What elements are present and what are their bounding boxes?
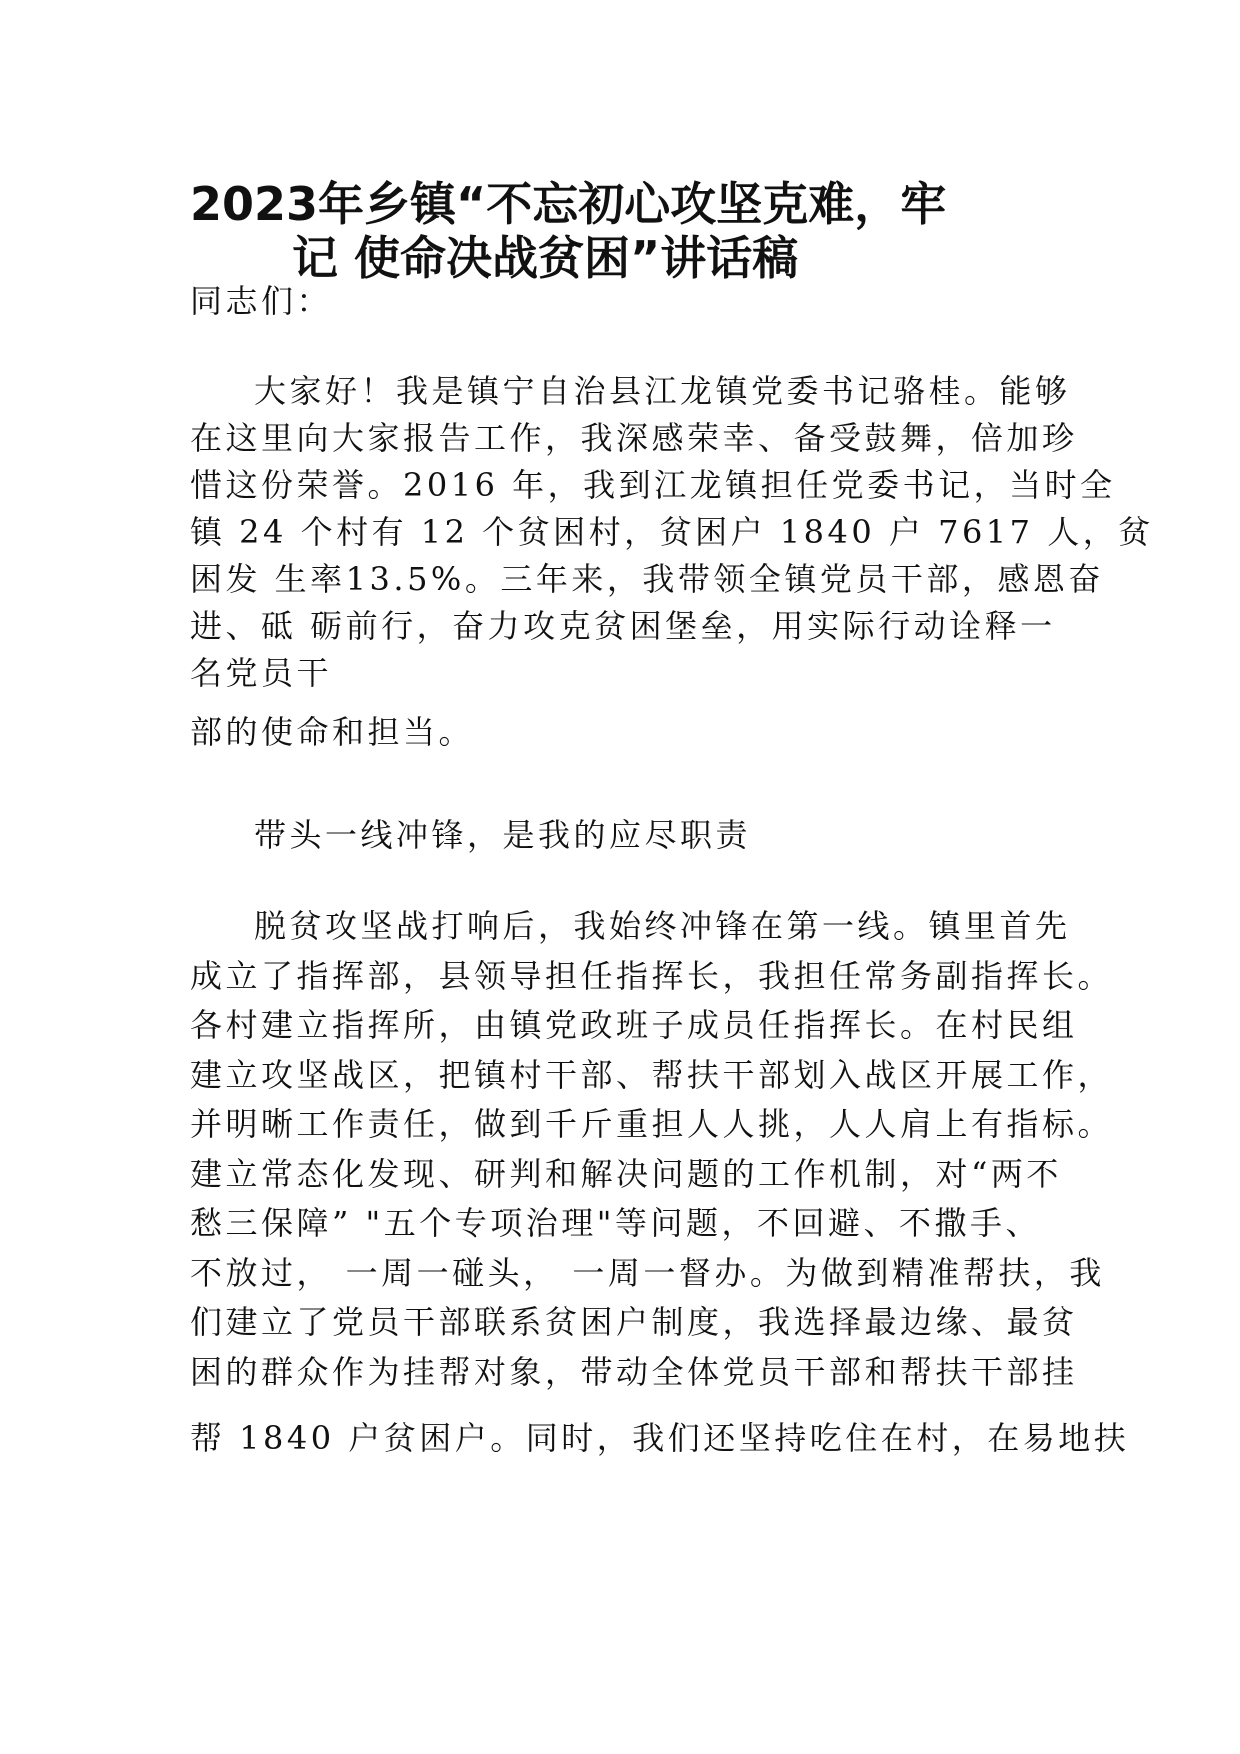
- paragraph-line: 建立攻坚战区，把镇村干部、帮扶干部划入战区开展工作，: [190, 1056, 1114, 1094]
- paragraph-line: 惜这份荣誉。2016 年，我到江龙镇担任党委书记，当时全: [190, 466, 1116, 504]
- document-title-line-1: 2023年乡镇“不忘初心攻坚克难，牢: [190, 177, 947, 231]
- paragraph-line: 们建立了党员干部联系贫困户制度，我选择最边缘、最贫: [190, 1303, 1078, 1341]
- paragraph-line: 进、砥 砺前行，奋力攻克贫困堡垒，用实际行动诠释一: [190, 607, 1056, 645]
- paragraph-line: 困的群众作为挂帮对象，带动全体党员干部和帮扶干部挂: [190, 1353, 1078, 1391]
- paragraph-line: 在这里向大家报告工作，我深感荣幸、备受鼓舞，倍加珍: [190, 419, 1078, 457]
- paragraph-line: 不放过， 一周一碰头， 一周一督办。为做到精准帮扶，我: [190, 1254, 1105, 1292]
- paragraph-line: 困发 生率13.5%。三年来，我带领全镇党员干部，感恩奋: [190, 560, 1104, 598]
- paragraph-line: 镇 24 个村有 12 个贫困村，贫困户 1840 户 7617 人，贫: [190, 513, 1154, 551]
- paragraph-line: 帮 1840 户贫困户。同时，我们还坚持吃住在村，在易地扶: [190, 1419, 1130, 1457]
- section-heading-text: 带头一线冲锋，是我的应尽职责: [254, 816, 752, 854]
- paragraph-line: 成立了指挥部，县领导担任指挥长，我担任常务副指挥长。: [190, 957, 1114, 995]
- paragraph-line: 部的使命和担当。: [190, 713, 475, 751]
- paragraph-line: 并明晰工作责任，做到千斤重担人人挑，人人肩上有指标。: [190, 1105, 1114, 1143]
- paragraph-line: 大家好！我是镇宁自治县江龙镇党委书记骆桂。能够: [254, 372, 1071, 410]
- paragraph-line: 愁三保障” "五个专项治理"等问题，不回避、不撒手、: [190, 1204, 1041, 1242]
- paragraph-line: 建立常态化发现、研判和解决问题的工作机制，对“两不: [190, 1155, 1062, 1193]
- paragraph-line: 脱贫攻坚战打响后，我始终冲锋在第一线。镇里首先: [254, 907, 1071, 945]
- document-title-line-2: 记 使命决战贫困”讲话稿: [292, 231, 799, 285]
- salutation-text: 同志们：: [190, 282, 333, 320]
- paragraph-line: 各村建立指挥所，由镇党政班子成员任指挥长。在村民组: [190, 1006, 1078, 1044]
- paragraph-line: 名党员干: [190, 654, 333, 692]
